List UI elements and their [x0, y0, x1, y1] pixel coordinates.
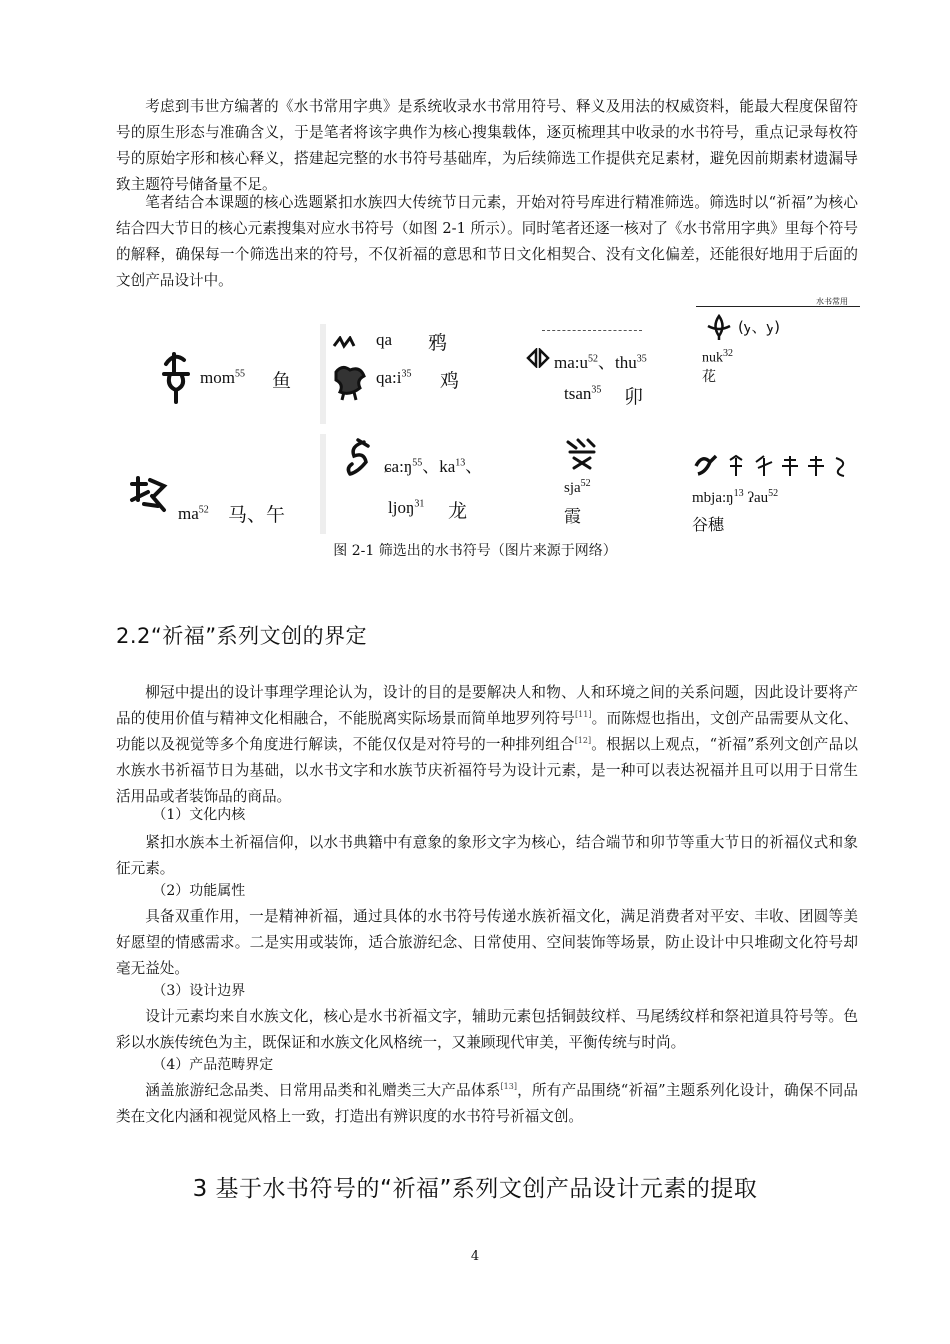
panel-separator: [320, 434, 326, 534]
shuishu-mao: [524, 322, 694, 414]
panel-separator: [320, 324, 326, 424]
subheading-cultural-core: （1）文化内核: [152, 807, 246, 823]
rice-ear-glyphs-icon: [692, 452, 852, 478]
dragon-pron-2: ljoŋ$^{31}$: [388, 498, 425, 517]
shuishu-rice: [690, 446, 860, 536]
flower-variants: (ꭚ、ꭚ): [738, 318, 781, 336]
paragraph-6: 设计元素均来自水族文化，核心是水书祈福文字，辅助元素包括铜鼓纹样、马尾绣纹样和祭祀道具符号等。色彩以水族传统色为主，既保证和水族文化风格统一，又兼顾现代审美，平衡传统与时尚。: [116, 1008, 858, 1051]
paragraph-4: 紧扣水族本土祈福信仰，以水书典籍中有意象的象形文字为核心，结合端节和卯节等重大节日的祈福仪式和象征元素。: [116, 834, 858, 877]
mao-glyph-icon: [526, 348, 550, 368]
chicken-meaning: 鸡: [440, 370, 460, 392]
flower-pron: nuk$^{32}$: [702, 348, 733, 366]
dragon-pron: $ɕa:ŋ^{55}$、$ka^{13}$、: [384, 457, 483, 476]
citation-11[interactable]: [11]: [575, 710, 592, 720]
paragraph-2: 笔者结合本课题的核心选题紧扣水族四大传统节日元素，开始对符号库进行精准筛选。筛选时以“祈福”为核心结合四大节日的核心元素搜集对应水书符号（如图 2-1 所示）。同时笔者还逐一核对了《水书常用字典》里每个符号的解释，确保每一个筛选出来的符号，不仅祈福的意思和节日文化相契合、没有文化偏差，还能很好地用于后面的文创产品设计中。: [116, 194, 858, 289]
flower-meaning: 花: [702, 369, 716, 385]
xia-pron: sja$^{52}$: [564, 478, 591, 496]
mao-top-rule: [542, 330, 642, 331]
citation-12[interactable]: [12]: [574, 736, 592, 746]
horse-meaning: 马、午: [228, 504, 286, 526]
chicken-pron: $qa:i^{35}$: [376, 368, 412, 387]
horse-glyph-icon: [128, 474, 168, 524]
citation-13[interactable]: [13]: [500, 1082, 517, 1092]
fish-pron: mom$^{55}$: [200, 368, 245, 387]
shuishu-dragon: [340, 434, 540, 534]
shuishu-flower: [696, 312, 860, 402]
mao-pron-2: tsan$^{35}$: [564, 384, 602, 403]
paragraph-1: 考虑到韦世方编著的《水书常用字典》是系统收录水书常用符号、释义及用法的权威资料，能最大程度保留符号的原生形态与准确含义，于是笔者将该字典作为核心搜集载体，逐页梳理其中收录的水书符号，重点记录每枚符号的原始字形和核心释义，搭建起完整的水书符号基础库，为后续筛选工作提供充足素材，避免因前期素材遗漏导致主题符号储备量不足。: [116, 98, 858, 193]
flower-glyph-icon: [704, 312, 734, 342]
subheading-design-boundary: （3）设计边界: [152, 983, 246, 999]
paragraph-7: 涵盖旅游纪念品类、日常用品类和礼赠类三大产品体系[13]，所有产品围绕“祈福”主题系列化设计，确保不同品类在文化内涵和视觉风格上一致，打造出有辨识度的水书符号祈福文创。: [116, 1082, 858, 1125]
shuishu-horse: [128, 474, 308, 534]
crow-glyph-icon: [332, 336, 356, 350]
rice-pron: $mbja:ŋ^{13}$ ʔau$^{52}$: [692, 488, 779, 506]
shuishu-fish: [160, 346, 320, 416]
figure-2-1: [148, 297, 860, 536]
section-heading-2-2: 2.2“祈福”系列文创的界定: [116, 624, 368, 648]
subheading-function: （2）功能属性: [152, 883, 246, 899]
mao-meaning: 卯: [624, 386, 644, 408]
figure-header-text: 水书常用: [816, 297, 848, 306]
crow-pron: qa: [376, 330, 393, 349]
chapter-heading-3: 3 基于水书符号的“祈福”系列文创产品设计元素的提取: [192, 1176, 758, 1202]
dragon-glyph-icon: [344, 438, 374, 480]
mao-pron: $ma:u^{52}$、thu$^{35}$: [554, 353, 647, 372]
subheading-product-scope: （4）产品范畴界定: [152, 1057, 274, 1073]
paragraph-5: 具备双重作用，一是精神祈福，通过具体的水书符号传递水族祈福文化，满足消费者对平安、丰收、团圆等美好愿望的情感需求。二是实用或装饰，适合旅游纪念、日常使用、空间装饰等场景，防止设计中只堆砌文化符号却毫无益处。: [116, 908, 858, 977]
horse-pron: $ma^{52}$: [178, 504, 209, 523]
xia-glyph-icon: [564, 436, 600, 470]
rice-meaning: 谷穗: [692, 515, 725, 534]
shuishu-xia: [546, 432, 676, 532]
xia-meaning: 霞: [564, 507, 581, 527]
figure-header-rule: [696, 306, 860, 307]
page-number: 4: [470, 1249, 480, 1264]
fish-glyph-icon: [160, 346, 194, 406]
fish-meaning: 鱼: [272, 370, 292, 392]
shuishu-chicken: [328, 328, 508, 418]
crow-meaning: 鸦: [428, 332, 448, 354]
paragraph-3: 柳冠中提出的设计事理学理论认为，设计的目的是要解决人和物、人和环境之间的关系问题，因此设计要将产品的使用价值与精神文化相融合，不能脱离实际场景而简单地罗列符号[11]。而陈煜也指出，文创产品需要从文化、功能以及视觉等多个角度进行解读，不能仅仅是对符号的一种排列组合[12]。根据以上观点，“祈福”系列文创产品以水族水书祈福节日为基础，以水书文字和水族节庆祈福符号为设计元素，是一种可以表达祝福并且可以用于日常生活用品或者装饰品的商品。: [116, 684, 858, 805]
chicken-glyph-icon: [330, 362, 370, 402]
dragon-meaning: 龙: [448, 500, 468, 522]
figure-caption: 图 2-1 筛选出的水书符号（图片来源于网络）: [333, 543, 617, 559]
